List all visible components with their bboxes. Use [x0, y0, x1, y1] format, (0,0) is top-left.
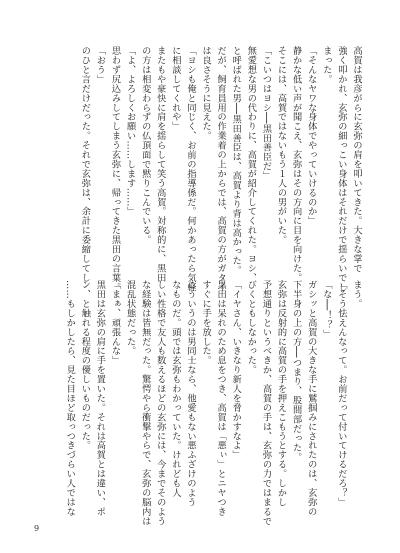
text-line: に相談してくれや」: [169, 46, 181, 132]
text-line: そこには、高賀ではないもう１人の男がいた。: [275, 46, 287, 245]
text-line: 予想通りというべきか、高賀の手は、玄弥の力ではまるで: [260, 280, 272, 526]
text-line: またもや豪快に肩を揺らして笑う高賀。対称的に、黒田: [154, 46, 166, 283]
text-line: 下半身の上の方──つまり、股間部だった。: [290, 280, 302, 462]
text-line: 「そう怯えんなって。お前だって付いてけるだろ？」: [335, 280, 347, 507]
text-line: のひと言だけだった。それで玄弥は、余計に委縮してし: [79, 46, 91, 283]
text-line: 「ヨシも俺と同じく、お前の指導係だ。何かあったら気軽: [184, 46, 196, 292]
text-line: の方は相変わらずの仏頂面で黙りこんでいる。: [139, 46, 151, 245]
text-line: まう。: [351, 280, 362, 309]
text-line: しい性格で友人も数えるほどの玄弥には、今までそのよう: [154, 280, 166, 526]
text-line: びくともしなかった。: [245, 280, 257, 375]
text-line: 「な──！？」: [320, 280, 332, 339]
text-line: だが、飼育員用の作業着の上からでは、高賀の方がガタイ: [215, 46, 227, 292]
text-line: は良さそうに見えた。: [200, 46, 212, 141]
text-line: ン、と触れる程度の優しいものだった。: [79, 280, 91, 451]
text-line: 黒田は呆れのため息をつき、高賀は「悪ぃ」とニヤつき: [215, 280, 227, 517]
page-number: 9: [34, 524, 40, 533]
text-line: 静かな低い声が聞こえ、玄弥はその方向に目を向けた。: [290, 46, 302, 283]
lower-text-block: [62, 280, 364, 524]
text-line: 「よ、よろしくお願い……します……」: [124, 46, 136, 217]
text-line: 玄弥は反射的に高賀の手を押えこもうとする。しかし: [275, 280, 287, 507]
text-line: 混乱状態だった。: [124, 280, 136, 356]
text-line: 「まぁ、頑張んな」: [109, 280, 121, 366]
text-line: 「そんなヤワな身体でやっていけるのか」: [305, 46, 317, 226]
text-line: 「イヤさん、いきなり新人を脅かすなよ」: [230, 280, 242, 460]
text-line: まった。: [320, 46, 332, 84]
text-line: なものだ。頭では玄弥もわかっていた。けれども人: [169, 280, 181, 498]
text-line: な経験は皆無だった。驚愕やら衝撃やらで、玄弥の脳内は: [139, 280, 151, 526]
text-line: と呼ばれた男──黒田善臣は、高賀より背は高かった。: [230, 46, 242, 275]
text-line: ガシッと高賀の大きな手に鷲掴みにされたのは、玄弥の: [305, 280, 317, 517]
text-line: 思わず尻込みしてしまう玄弥に、帰ってきた黒田の言葉。: [109, 46, 121, 292]
text-line: 「こいつはヨシ──黒田善臣だ」: [260, 46, 272, 181]
text-line: すぐに手を放した。: [200, 280, 212, 366]
text-line: 無愛想な男の代わりに、高賀が紹介してくれた。ヨシ、: [245, 46, 257, 283]
text-line: ……もしかしたら、見た目ほど取っつきづらい人ではな: [64, 280, 76, 517]
text-line: 高賀は我彦がらに玄弥の肩を叩いてきた。大きな掌で: [351, 46, 362, 273]
text-line: 黒田は玄弥の肩に手を置いた。それは高賀とは違い、ポ: [94, 280, 106, 517]
text-line: 「おう」: [94, 46, 106, 84]
upper-text-block: [77, 46, 364, 292]
text-line: こういうのは男同士なら、他愛もない悪ふざけのよう: [184, 280, 196, 507]
text-line: 強く叩かれ、玄弥の細っこい身体はそれだけで揺らいでし: [335, 46, 347, 292]
